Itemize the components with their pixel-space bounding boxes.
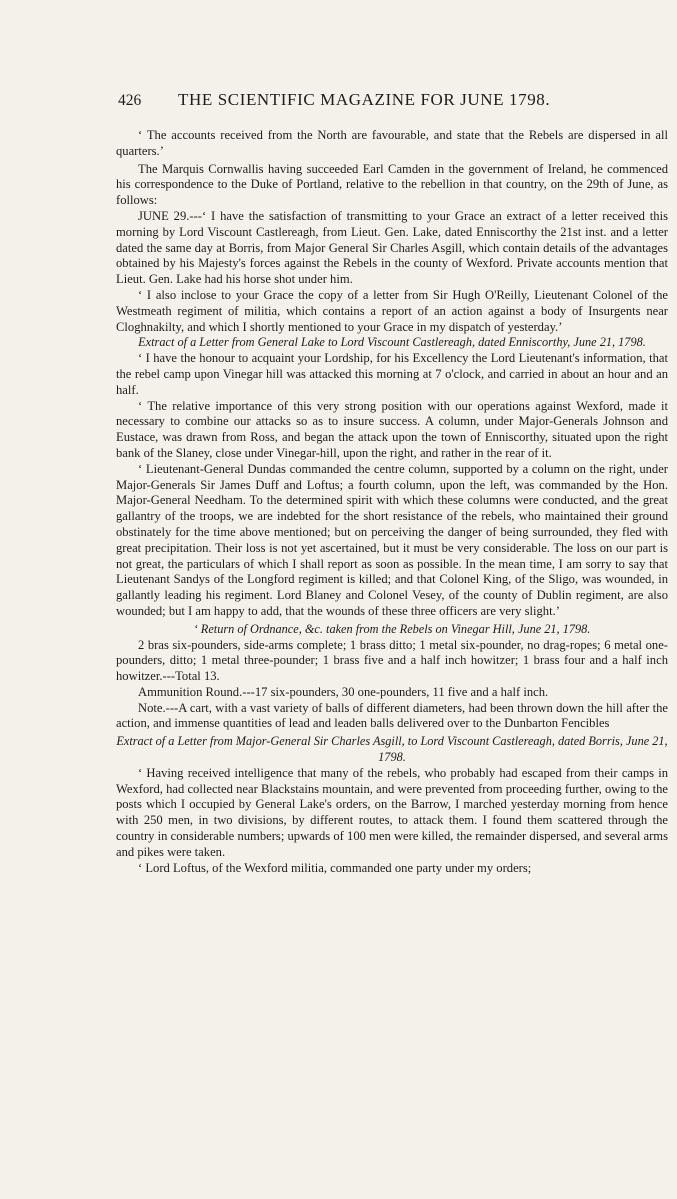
page-number: 426: [118, 92, 142, 109]
paragraph: 2 bras six-pounders, side-arms complete; 1 brass ditto; 1 metal six-pounder, no drag-ropes; 6 metal one-pounders, ditto; 1 metal three-pounder; 1 brass five and a half inch howitzer; 1 brass four and a half inch howitzer.---Total 13.: [116, 637, 668, 684]
paragraph: ‘ The accounts received from the North are favourable, and state that the Rebels are dispersed in all quarters.’: [116, 128, 668, 158]
article-body: [116, 128, 668, 876]
running-header: [118, 88, 638, 116]
paragraph: ‘ I have the honour to acquaint your Lordship, for his Excellency the Lord Lieutenant's information, that the rebel camp upon Vinegar hill was attacked this morning at 7 o'clock, and carried in about an hour and an half.: [116, 351, 668, 397]
paragraph: ‘ Lieutenant-General Dundas commanded the centre column, supported by a column on the right, under Major-Generals Sir James Duff and Loftus; a fourth column, upon the left, was commanded by the Hon. Major-General Needham. To the determined spirit with which these columns were conducted, and the great gallantry of the troops, we are indebted for the short resistance of the rebels, who maintained their ground obstinately for the time above mentioned; but on perceiving the danger of being surrounded, they fled with great precipitation. Their loss is not yet ascertained, but it must be very considerable. The loss on our part is not great, the particulars of which I shall report as soon as possible. In the mean time, I am sorry to say that Lieutenant Sandys of the Longford regiment is killed; and that Colonel King, of the Sligo, was wounded, in gallantly leading his regiment. Lord Blaney and Colonel Vesey, of the county of Dublin regiment, are also wounded; but I am happy to add, that the wounds of these three officers are very slight.’: [116, 461, 668, 618]
paragraph: ‘ The relative importance of this very strong position with our operations against Wexford, made it necessary to combine our attacks so as to insure success. A column, under Major-Generals Johnson and Eustace, was drawn from Ross, and began the attack upon the town of Enniscorthy, situated upon the right bank of the Slaney, close under Vinegar-hill, upon the right, and rather in the rear of it.: [116, 398, 668, 460]
paragraph: Note.---A cart, with a vast variety of balls of different diameters, had been thrown down the hill after the action, and immense quantities of lead and leaden balls delivered over to the Dunbarton Fencibles: [116, 700, 668, 731]
letter-heading: Extract of a Letter from General Lake to Lord Viscount Castlereagh, dated Enniscorthy, June 21, 1798.: [138, 335, 646, 350]
paragraph: The Marquis Cornwallis having succeeded Earl Camden in the government of Ireland, he commenced his correspondence to the Duke of Portland, relative to the rebellion in that country, on the 29th of June, as follows:: [116, 161, 668, 208]
paragraph: Ammunition Round.---17 six-pounders, 30 one-pounders, 11 five and a half inch.: [138, 684, 549, 699]
return-heading: ‘ Return of Ordnance, &c. taken from the Rebels on Vinegar Hill, June 21, 1798.: [193, 621, 591, 636]
paragraph: ‘ I also inclose to your Grace the copy of a letter from Sir Hugh O'Reilly, Lieutenant Colonel of the Westmeath regiment of militia, which contains a report of an action against a body of Insurgents near Cloghnakilty, and which I shortly mentioned to your Grace in my dispatch of yesterday.’: [116, 287, 668, 334]
running-title: THE SCIENTIFIC MAGAZINE FOR JUNE 1798.: [178, 90, 551, 109]
letter-heading: Extract of a Letter from Major-General Sir Charles Asgill, to Lord Viscount Castlereagh, dated Borris, June 21, 1798.: [116, 734, 668, 765]
paragraph: JUNE 29.---‘ I have the satisfaction of transmitting to your Grace an extract of a letter received this morning by Lord Viscount Castlereagh, from Lieut. Gen. Lake, dated Enniscorthy the 21st inst. and a letter dated the same day at Borris, from Major General Sir Charles Asgill, which contain details of the advantages obtained by his Majesty's forces against the Rebels in the county of Wexford. Private accounts mention that Lieut. Gen. Lake had his horse shot under him.: [116, 208, 668, 287]
paragraph: ‘ Having received intelligence that many of the rebels, who probably had escaped from their camps in Wexford, had collected near Blackstains mountain, and were prevented from proceeding further, owing to the posts which I occupied by General Lake's orders, on the Barrow, I marched yesterday morning from hence with 250 men, in two divisions, by different routes, to attack them. I found them scattered through the country in considerable numbers; upwards of 100 men were killed, the remainder dispersed, and several arms and pikes were taken.: [116, 765, 668, 859]
paragraph: ‘ Lord Loftus, of the Wexford militia, commanded one party under my orders;: [138, 860, 532, 875]
